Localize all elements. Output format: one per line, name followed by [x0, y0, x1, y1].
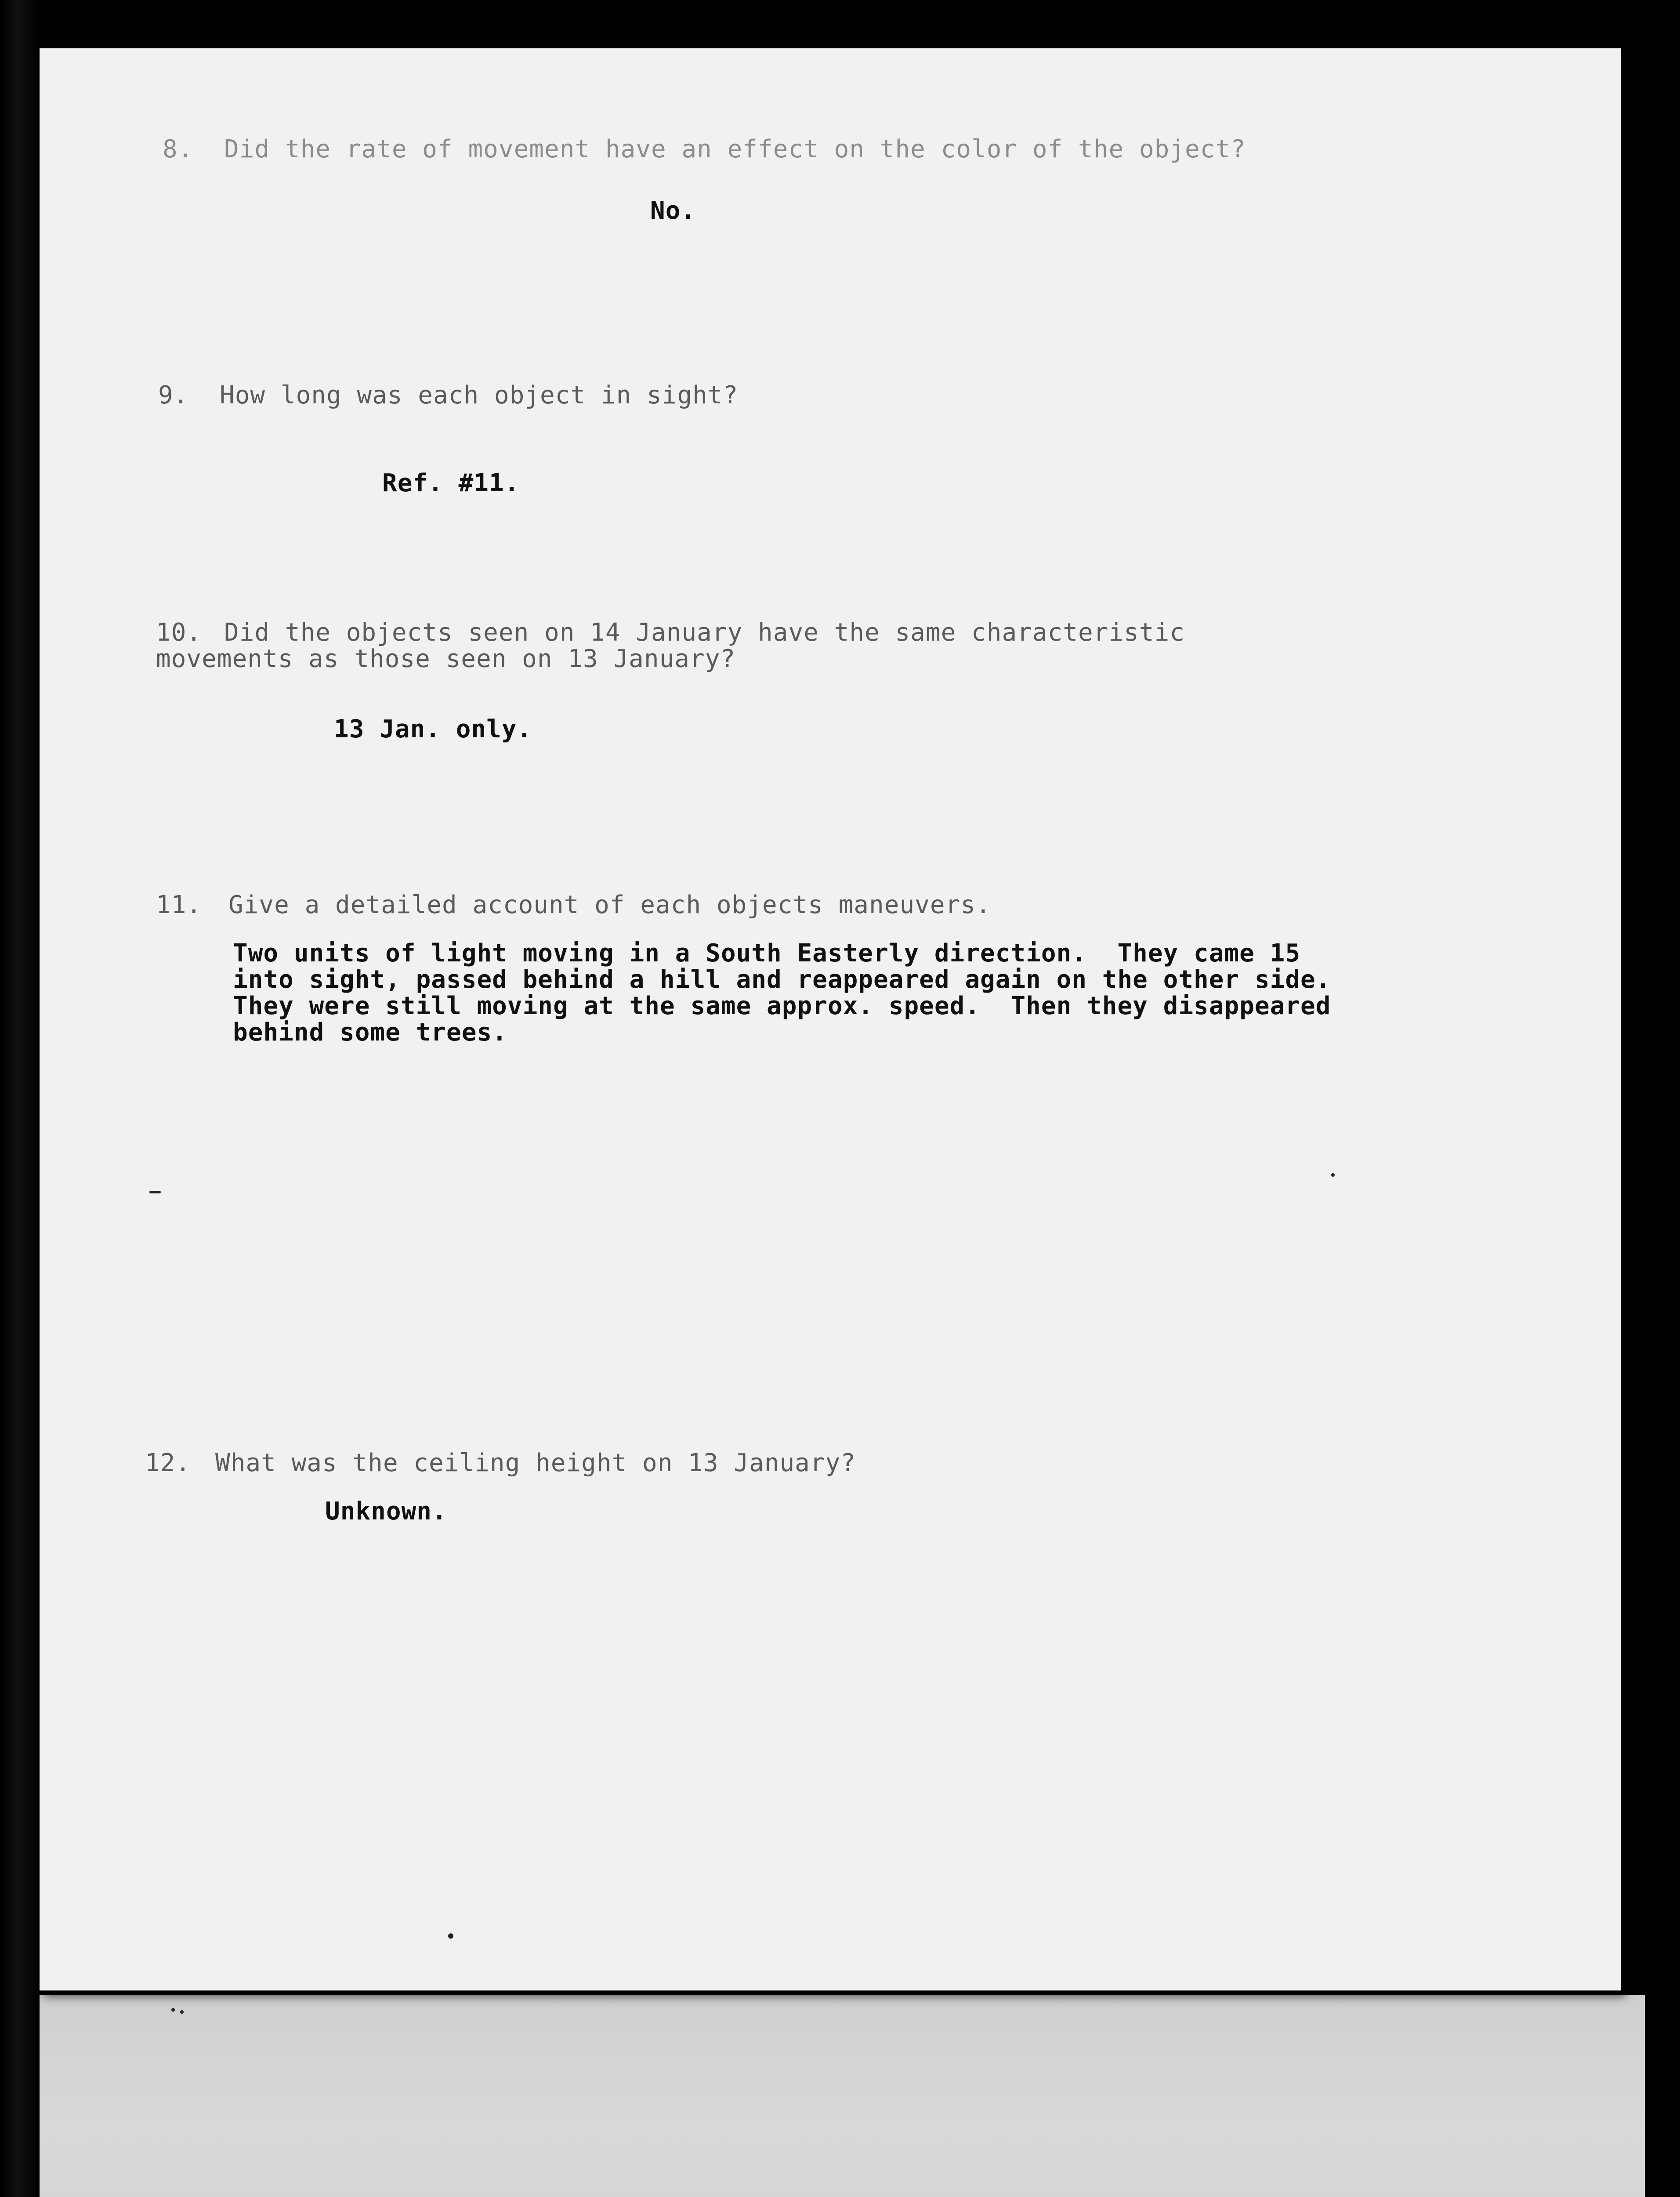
q11-answer-line: into sight, passed behind a hill and reappeared again on the other side.: [233, 965, 1331, 994]
q9-question: How long was each object in sight?: [220, 381, 739, 410]
film-speck: [171, 2008, 175, 2012]
q8-number: 8.: [163, 135, 193, 163]
q8-answer: No.: [650, 196, 696, 225]
paper-mark: [149, 1191, 161, 1193]
film-speck: [180, 2010, 184, 2014]
q11-answer-line: They were still moving at the same approx. speed. Then they disappeared: [233, 992, 1331, 1020]
film-border-right: [1645, 0, 1680, 2197]
film-border-top: [0, 0, 1680, 48]
backing-sheet: [40, 1995, 1647, 2197]
q12-answer: Unknown.: [325, 1497, 447, 1526]
document-page: [40, 48, 1621, 1990]
q11-answer-line: behind some trees.: [233, 1018, 507, 1047]
q11-question: Give a detailed account of each objects maneuvers.: [228, 891, 991, 919]
q9-answer: Ref. #11.: [382, 469, 520, 497]
q12-number: 12.: [145, 1449, 191, 1477]
q11-number: 11.: [156, 891, 202, 919]
q9-number: 9.: [158, 381, 189, 410]
q8-question: Did the rate of movement have an effect on the color of the object?: [224, 135, 1246, 163]
paper-speck: [1331, 1173, 1335, 1177]
film-border-left: [0, 0, 40, 2197]
q10-answer: 13 Jan. only.: [334, 715, 532, 743]
q12-question: What was the ceiling height on 13 January?: [215, 1449, 856, 1477]
q10-number: 10.: [156, 618, 202, 647]
q11-answer-line: Two units of light moving in a South Easterly direction. They came 15: [233, 939, 1301, 968]
q10-question-line2: movements as those seen on 13 January?: [156, 645, 736, 673]
q10-question-line1: Did the objects seen on 14 January have the same characteristic: [224, 618, 1185, 647]
paper-speck: [448, 1933, 453, 1939]
